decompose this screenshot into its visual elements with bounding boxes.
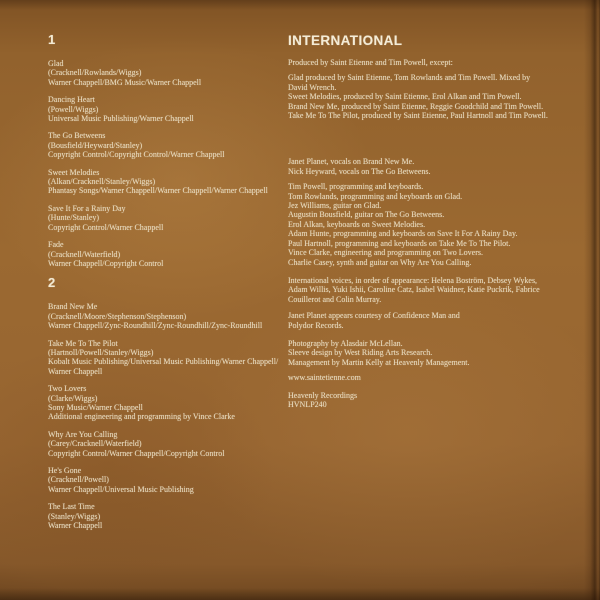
- musician-credits: [288, 182, 588, 267]
- credits-column: [288, 33, 588, 409]
- text-line: Copyright Control/Warner Chappell: [48, 222, 164, 232]
- track-block: [48, 131, 283, 159]
- text-line: Take Me To The Pilot: [48, 338, 118, 348]
- text-line: He's Gone: [48, 466, 82, 475]
- text-line: Sony Music/Warner Chappell: [48, 402, 143, 412]
- text-line: Copyright Control/Warner Chappell/Copyright Control: [48, 448, 225, 458]
- text-line: Copyright Control/Copyright Control/Warner Chappell: [48, 150, 225, 160]
- text-line: Dancing Heart: [48, 95, 95, 105]
- text-line: Janet Planet, vocals on Brand New Me.: [288, 157, 415, 167]
- text-line: Photography by Alasdair McLellan.: [288, 338, 403, 348]
- text-line: Additional engineering and programming by Vince Clarke: [48, 412, 235, 422]
- text-line: Produced by Saint Etienne and Tim Powell, except:: [288, 58, 453, 67]
- text-line: (Cracknell/Rowlands/Wiggs): [48, 68, 142, 78]
- text-line: The Go Betweens: [48, 131, 106, 141]
- produced-note: [288, 58, 588, 67]
- track-block: [48, 384, 283, 422]
- production-details: [288, 73, 588, 120]
- text-line: Charlie Casey, synth and guitar on Why Are You Calling.: [288, 257, 472, 267]
- album-title: INTERNATIONAL: [288, 33, 403, 48]
- text-line: Adam Willis, Yuki Ishii, Caroline Catz, Isabel Waidner, Katie Puckrik, Fabrice: [288, 285, 540, 295]
- text-line: Adam Hunte, programming and keyboards on Save It For A Rainy Day.: [288, 229, 518, 239]
- track-block: [48, 168, 283, 196]
- text-line: Glad produced by Saint Etienne, Tom Rowlands and Tim Powell. Mixed by: [288, 73, 531, 83]
- text-line: Warner Chappell/BMG Music/Warner Chappell: [48, 77, 202, 87]
- text-line: Heavenly Recordings: [288, 390, 358, 400]
- tracklist-column: [48, 33, 283, 538]
- side-2-tracklist: [48, 302, 283, 530]
- text-line: Fade: [48, 240, 64, 250]
- text-line: (Hunte/Stanley): [48, 213, 100, 223]
- text-line: (Clarke/Wiggs): [48, 393, 98, 403]
- track-block: [48, 204, 283, 232]
- text-line: Erol Alkan, keyboards on Sweet Melodies.: [288, 219, 426, 229]
- text-line: Phantasy Songs/Warner Chappell/Warner Chappell/Warner Chappell: [48, 186, 268, 196]
- text-line: HVNLP240: [288, 399, 327, 409]
- text-line: Warner Chappell/Universal Music Publishing: [48, 484, 194, 494]
- track-block: [48, 466, 283, 494]
- text-line: Nick Heyward, vocals on The Go Betweens.: [288, 166, 431, 176]
- text-line: (Hartnoll/Powell/Stanley/Wiggs): [48, 347, 154, 357]
- text-line: Why Are You Calling: [48, 429, 118, 439]
- text-line: (Alkan/Cracknell/Stanley/Wiggs): [48, 177, 156, 187]
- sleeve-right-fold: [584, 0, 600, 600]
- text-line: Tim Powell, programming and keyboards.: [288, 182, 424, 192]
- text-line: Brand New Me, produced by Saint Etienne, Reggie Goodchild and Tim Powell.: [288, 101, 544, 111]
- track-block: [48, 430, 283, 458]
- text-line: Warner Chappell/Zync-Roundhill/Zync-Roundhill/Zync-Roundhill: [48, 321, 263, 331]
- track-block: [48, 502, 283, 530]
- website-url: [288, 373, 588, 382]
- track-block: [48, 339, 283, 377]
- text-line: (Carey/Cracknell/Waterfield): [48, 439, 142, 449]
- text-line: Vince Clarke, engineering and programming on Two Lovers.: [288, 248, 483, 258]
- text-line: International voices, in order of appearance: Helena Boström, Debsey Wykes,: [288, 275, 538, 285]
- text-line: (Cracknell/Moore/Stephenson/Stephenson): [48, 311, 187, 321]
- text-line: www.saintetienne.com: [288, 373, 361, 383]
- text-line: Warner Chappell: [48, 521, 103, 531]
- text-line: Jez Williams, guitar on Glad.: [288, 201, 382, 211]
- sleeve-bottom-shadow: [0, 588, 600, 600]
- text-line: Sweet Melodies, produced by Saint Etienne, Erol Alkan and Tim Powell.: [288, 92, 522, 102]
- text-line: Kobalt Music Publishing/Universal Music Publishing/Warner Chappell/: [48, 357, 279, 367]
- text-line: Management by Martin Kelly at Heavenly Management.: [288, 357, 470, 367]
- text-line: Save It For a Rainy Day: [48, 203, 126, 213]
- text-line: (Powell/Wiggs): [48, 104, 99, 114]
- guest-vocals: [288, 157, 588, 176]
- text-line: Sweet Melodies: [48, 167, 100, 177]
- text-line: Brand New Me: [48, 302, 98, 312]
- side-1-number: 1: [48, 32, 56, 47]
- track-block: [48, 59, 283, 87]
- text-line: Warner Chappell: [48, 366, 103, 376]
- text-line: Tom Rowlands, programming and keyboards on Glad.: [288, 191, 463, 201]
- side-1-tracklist: [48, 59, 283, 268]
- text-line: (Cracknell/Waterfield): [48, 249, 121, 259]
- side-2-number: 2: [48, 275, 56, 291]
- text-line: Take Me To The Pilot, produced by Saint Etienne, Paul Hartnoll and Tim Powell.: [288, 111, 548, 121]
- international-voices: [288, 276, 588, 304]
- text-line: Sleeve design by West Riding Arts Research.: [288, 348, 433, 358]
- text-line: Janet Planet appears courtesy of Confidence Man and: [288, 311, 460, 321]
- text-line: Augustin Bousfield, guitar on The Go Betweens.: [288, 210, 445, 220]
- text-line: (Bousfield/Heyward/Stanley): [48, 140, 143, 150]
- text-line: (Stanley/Wiggs): [48, 511, 101, 521]
- track-block: [48, 302, 283, 330]
- label-catalogue: [288, 391, 588, 410]
- track-block: [48, 240, 283, 268]
- text-line: The Last Time: [48, 502, 95, 512]
- colophon: [288, 339, 588, 367]
- text-line: Warner Chappell/Copyright Control: [48, 258, 164, 268]
- text-line: Two Lovers: [48, 384, 87, 394]
- text-line: Couillerot and Colin Murray.: [288, 294, 382, 304]
- track-block: [48, 95, 283, 123]
- text-line: (Cracknell/Powell): [48, 475, 109, 485]
- text-line: Paul Hartnoll, programming and keyboards on Take Me To The Pilot.: [288, 238, 511, 248]
- text-line: David Wrench.: [288, 82, 337, 92]
- text-line: Glad: [48, 59, 64, 68]
- courtesy-note: [288, 311, 588, 330]
- sleeve-top-shadow: [0, 0, 600, 10]
- text-line: Polydor Records.: [288, 320, 344, 330]
- text-line: Universal Music Publishing/Warner Chappell: [48, 114, 194, 124]
